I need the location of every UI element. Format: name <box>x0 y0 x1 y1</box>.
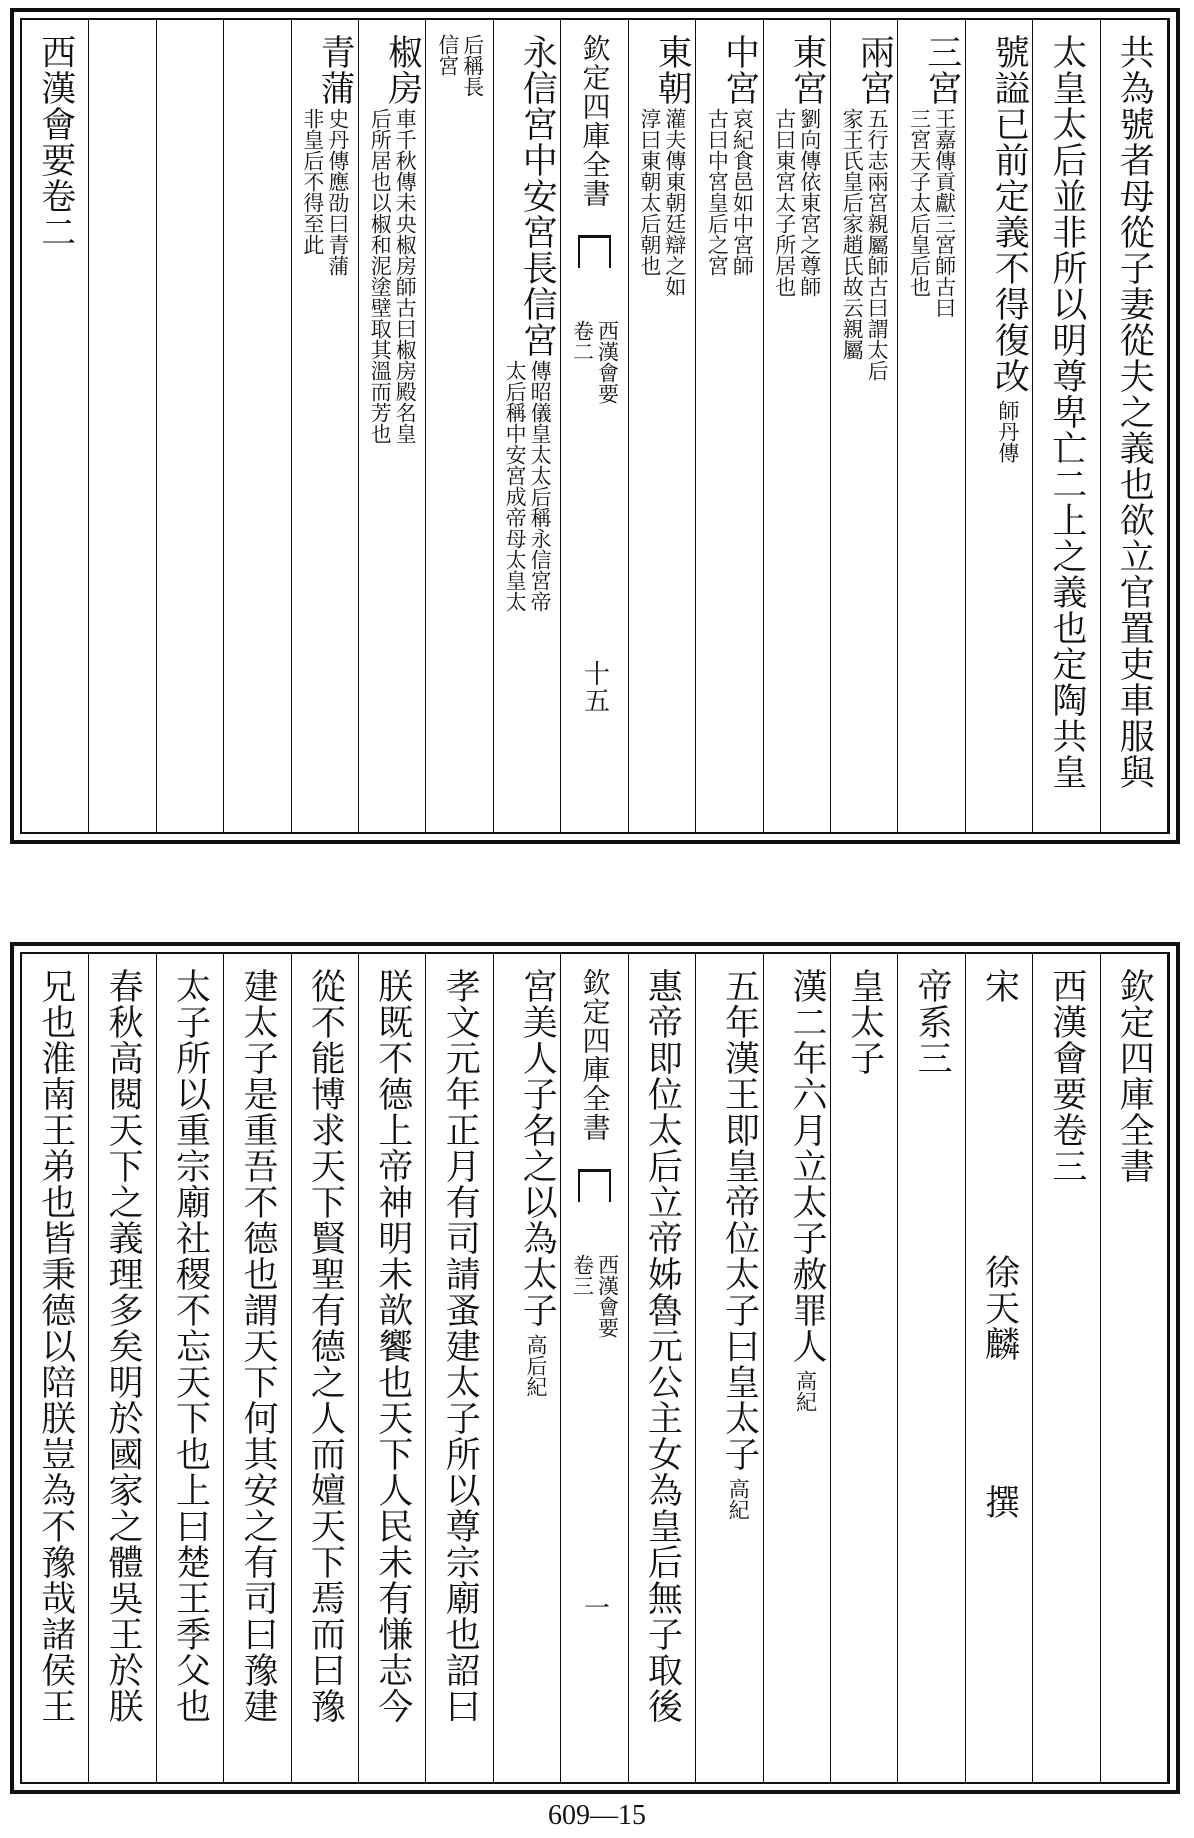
lower-column <box>494 954 561 1782</box>
commentary-line: 傳昭儀皇太太后稱永信宮帝 <box>528 360 553 612</box>
fish-tail-book: 西漢會要 <box>595 320 620 404</box>
text-line: 帝系三 <box>912 968 953 1076</box>
upper-column <box>224 20 291 832</box>
text-line: 太皇太后並非所以明尊卑亡二上之義也定陶共皇 <box>1046 34 1087 790</box>
commentary-line: 后稱長 <box>460 34 485 97</box>
commentary-line: 五行志兩宮親屬師古曰謂太后 <box>865 108 890 381</box>
commentary-line: 王嘉傳貢獻三宮師古曰 <box>932 108 957 318</box>
commentary-line: 太后稱中安宮成帝母太皇太 <box>503 360 528 612</box>
lower-column <box>157 954 224 1782</box>
commentary-line: 家王氏皇后家趙氏故云親屬 <box>840 108 865 360</box>
upper-column <box>1033 20 1100 832</box>
text-line: 惠帝即位太后立帝姊魯元公主女為皇后無子取後 <box>642 968 683 1724</box>
lower-column <box>561 954 628 1782</box>
text-line: 宋 <box>979 968 1020 1004</box>
text-line: 漢二年六月立太子赦罪人 <box>786 968 827 1364</box>
fish-tail-title: 欽定四庫全書 <box>578 968 612 1142</box>
upper-column <box>561 20 628 832</box>
fish-tail-subtitle <box>572 1254 618 1338</box>
commentary-line: 劉向傳依東宮之尊師 <box>797 108 822 297</box>
fish-tail-title: 欽定四庫全書 <box>578 34 612 208</box>
folio-number: 一 <box>579 1594 610 1621</box>
upper-column <box>359 20 426 832</box>
upper-column <box>292 20 359 832</box>
upper-column <box>157 20 224 832</box>
upper-column <box>764 20 831 832</box>
lower-column <box>22 954 89 1782</box>
text-line: 兩宮 <box>854 34 895 106</box>
upper-column <box>898 20 965 832</box>
lower-page <box>10 942 1180 1794</box>
upper-column <box>831 20 898 832</box>
text-line: 三宮 <box>921 34 962 106</box>
upper-column <box>89 20 156 832</box>
upper-column <box>966 20 1033 832</box>
commentary <box>368 108 418 444</box>
lower-column <box>292 954 359 1782</box>
commentary <box>639 108 685 297</box>
text-line: 永信宮中安宮長信宮 <box>517 34 558 358</box>
commentary-line: 史丹傳應劭曰青蒲 <box>325 108 350 276</box>
source-note: 師丹傳 <box>995 400 1020 463</box>
author-name: 徐天麟 <box>979 1254 1020 1362</box>
compiled-by: 撰 <box>979 1484 1020 1520</box>
fish-tail-mark <box>578 1169 611 1202</box>
fish-tail-book: 西漢會要 <box>595 1254 620 1338</box>
lower-column <box>898 954 965 1782</box>
commentary-line: 灌夫傳東朝廷辯之如 <box>662 108 687 297</box>
text-line: 東朝 <box>652 34 693 106</box>
lower-column <box>696 954 763 1782</box>
commentary <box>302 108 348 276</box>
text-line: 西漢會要卷三 <box>1046 968 1087 1184</box>
text-line: 皇太子 <box>844 968 885 1076</box>
fish-tail-volume: 卷三 <box>570 1254 595 1296</box>
text-line: 五年漢王即皇帝位太子曰皇太子 <box>719 968 760 1472</box>
upper-column <box>426 20 493 832</box>
lower-column <box>1101 954 1168 1782</box>
text-line: 從不能博求天下賢聖有德之人而嬗天下焉而曰豫 <box>305 968 346 1724</box>
commentary-line: 哀紀食邑如中宮師 <box>730 108 755 276</box>
lower-column <box>966 954 1033 1782</box>
lower-column <box>89 954 156 1782</box>
upper-column <box>494 20 561 832</box>
lower-page-frame <box>20 952 1170 1784</box>
commentary <box>705 108 755 276</box>
folio-number: 十五 <box>579 660 610 714</box>
commentary-line: 古曰東宮太子所居也 <box>772 108 797 297</box>
commentary-line: 后所居也以椒和泥塗壁取其溫而芳也 <box>368 108 393 444</box>
lower-column <box>629 954 696 1782</box>
commentary-line: 古曰中宮皇后之宮 <box>705 108 730 276</box>
text-line: 西漢會要卷二 <box>35 34 76 250</box>
lower-column <box>426 954 493 1782</box>
commentary-line: 三宮天子太后皇后也 <box>907 108 932 297</box>
text-line: 欽定四庫全書 <box>1114 968 1155 1184</box>
commentary <box>503 360 553 612</box>
page-number: 609—15 <box>548 1800 646 1831</box>
lower-column <box>1033 954 1100 1782</box>
commentary <box>774 108 820 297</box>
upper-column <box>629 20 696 832</box>
upper-column <box>22 20 89 832</box>
fish-tail-volume: 卷二 <box>570 320 595 362</box>
source-note: 高紀 <box>726 1478 751 1520</box>
text-line: 兄也淮南王弟也皆秉德以陪朕豈為不豫哉諸侯王 <box>35 968 76 1724</box>
upper-page <box>10 8 1180 844</box>
upper-column <box>696 20 763 832</box>
commentary-line: 非皇后不得至此 <box>300 108 325 255</box>
text-line: 宮美人子名之以為太子 <box>517 968 558 1328</box>
text-line: 孝文元年正月有司請蚤建太子所以尊宗廟也詔曰 <box>440 968 481 1724</box>
commentary-line: 信宮 <box>435 34 460 76</box>
source-note: 高后紀 <box>523 1334 548 1397</box>
text-line: 春秋高閱天下之義理多矣明於國家之體吳王於朕 <box>103 968 144 1724</box>
text-line: 建太子是重吾不德也謂天下何其安之有司曰豫建 <box>237 968 278 1724</box>
lower-column <box>224 954 291 1782</box>
fish-tail-mark <box>578 235 611 268</box>
text-line: 中宮 <box>719 34 760 106</box>
text-line: 號謚已前定義不得復改 <box>989 34 1030 394</box>
lower-column <box>359 954 426 1782</box>
upper-column <box>1101 20 1168 832</box>
source-note: 高紀 <box>793 1370 818 1412</box>
text-line: 共為號者母從子妻從夫之義也欲立官置吏車服與 <box>1114 34 1155 790</box>
commentary-line: 淳曰東朝太后朝也 <box>637 108 662 276</box>
fish-tail-subtitle <box>572 320 618 404</box>
upper-page-frame <box>20 18 1170 834</box>
text-line: 東宮 <box>786 34 827 106</box>
text-line: 太子所以重宗廟社稷不忘天下也上曰楚王季父也 <box>170 968 211 1724</box>
text-line: 青蒲 <box>315 34 356 106</box>
commentary <box>840 108 890 381</box>
commentary <box>909 108 955 318</box>
commentary <box>437 34 483 97</box>
lower-column <box>831 954 898 1782</box>
commentary-line: 車千秋傳未央椒房師古曰椒房殿名皇 <box>393 108 418 444</box>
text-line: 椒房 <box>382 34 423 106</box>
text-line: 朕既不德上帝神明未歆饗也天下人民未有慊志今 <box>372 968 413 1724</box>
lower-column <box>764 954 831 1782</box>
